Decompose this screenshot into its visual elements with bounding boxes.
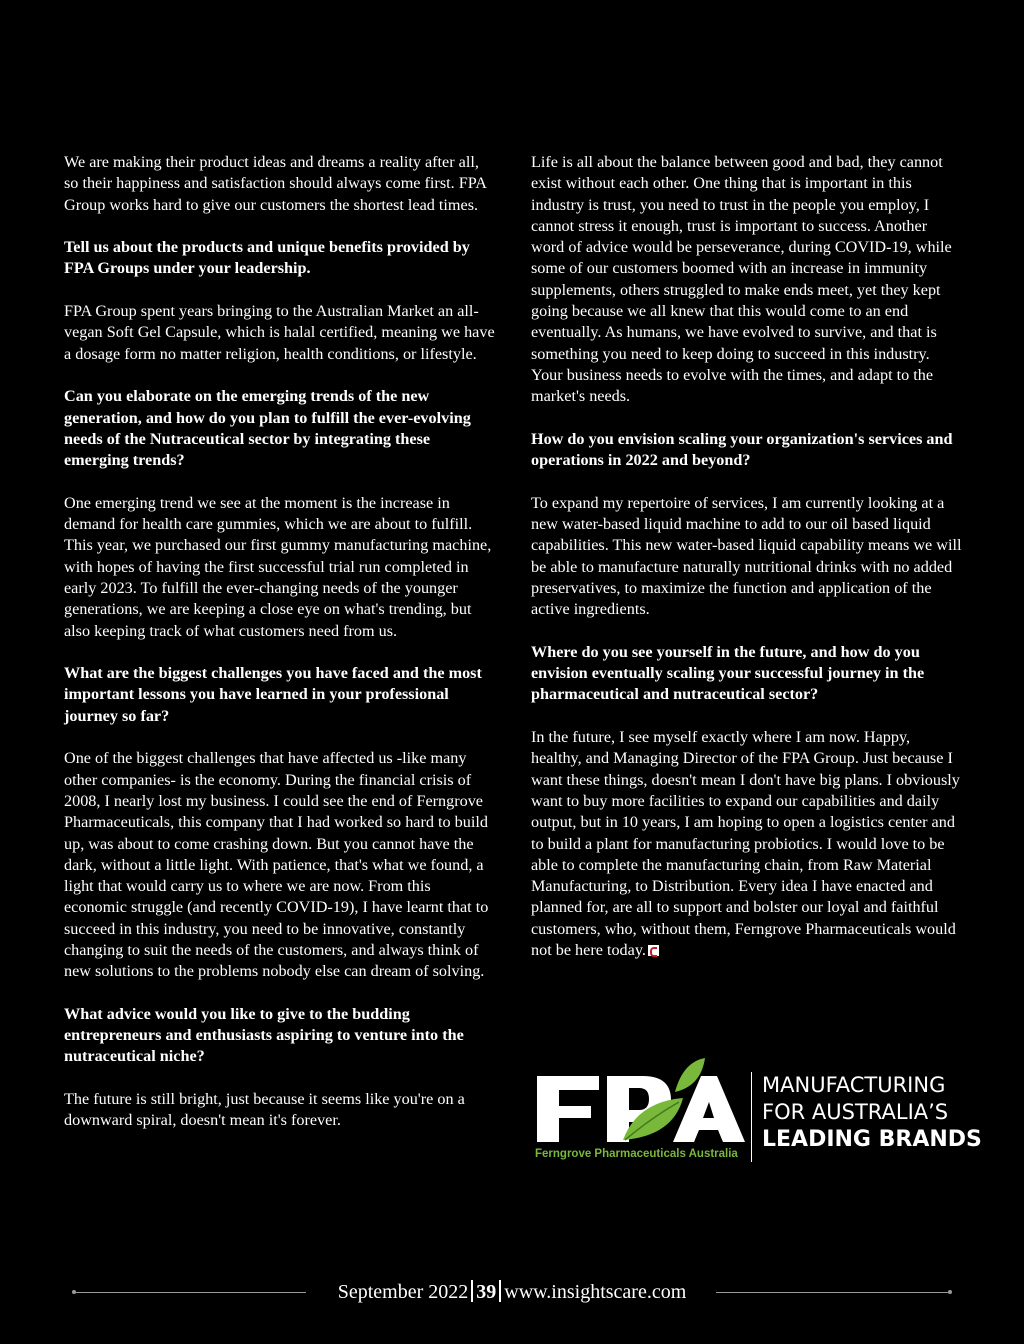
interview-question — [531, 642, 963, 706]
logo-divider — [751, 1072, 752, 1162]
paragraph-text: The future is still bright, just because it seems like you're on a downward spiral, doesn't mean it's forever. — [64, 1090, 465, 1130]
body-paragraph — [64, 152, 496, 216]
paragraph-text: In the future, I see myself exactly where I am now. Happy, healthy, and Managing Director of the FPA Group. Just because I want these things, doesn't mean I don't have big plans. I obviously want to buy more facilities to expand our capabilities and daily output, but in 10 years, I am hoping to open a logistics center and to build a plant for manufacturing probiotics. I would love to be able to complete the manufacturing chain, from Raw Material Manufacturing, to Distribution. Every idea I have enacted and planned for, are all to support and bolster our loyal and faithful customers, who, without them, Ferngrove Pharmaceuticals would not be here today. — [531, 728, 960, 959]
paragraph-text: Tell us about the products and unique benefits provided by FPA Groups under your leadership. — [64, 238, 470, 278]
body-paragraph — [531, 493, 963, 621]
tagline-line-3: LEADING BRANDS — [762, 1127, 982, 1152]
footer-text — [0, 1280, 1024, 1304]
letter-f-shape — [537, 1076, 599, 1142]
footer-separator — [471, 1280, 473, 1302]
paragraph-text: FPA Group spent years bringing to the Australian Market an all-vegan Soft Gel Capsule, which is halal certified, meaning we have a dosage form no matter religion, health conditions, or lifestyle. — [64, 302, 495, 363]
paragraph-text: How do you envision scaling your organization's services and operations in 2022 and beyond? — [531, 429, 953, 470]
paragraph-text: Life is all about the balance between good and bad, they cannot exist without each other. One thing that is important in this industry is trust, you need to trust in the people you employ, I cannot stress it enough, trust is important to success. Another word of advice would be perseverance, during COVID-19, while some of our customers boomed with an increase in immunity supplements, others struggled to make ends meet, yet they kept going because we all knew that this would come to an end eventually. As humans, we have evolved to survive, and that is something you need to keep doing to succeed in this industry. Your business needs to evolve with the times, and adapt to the market's needs. — [531, 153, 952, 406]
body-paragraph — [64, 748, 496, 982]
paragraph-text: One emerging trend we see at the moment is the increase in demand for health care gummies, which we are about to fulfill. This year, we purchased our first gummy manufacturing machine, with hopes of having the first successful trial run completed in early 2023. To fulfill the ever-changing needs of the younger generations, we are keeping a close eye on what's trending, but also keeping track of what customers need from us. — [64, 493, 492, 640]
article-end-icon — [648, 945, 659, 956]
body-paragraph — [64, 301, 496, 365]
tagline-line-1: MANUFACTURING — [762, 1073, 946, 1097]
body-paragraph — [64, 493, 496, 642]
page-footer — [0, 1280, 1024, 1306]
paragraph-text: One of the biggest challenges that have affected us -like many other companies- is the economy. During the financial crisis of 2008, I nearly lost my business. I could see the end of Ferngrove Pharmaceuticals, this company that I had worked so hard to build up, was about to come crashing down. But you cannot have the dark, without a little light. With patience, that's what we found, a light that would carry us to where we are now. From this economic struggle (and recently COVID-19), I have learnt that to succeed in this industry, you need to be innovative, constantly changing to suit the needs of the customers, and always think of new solutions to the problems nobody else can dream of solving. — [64, 749, 489, 981]
paragraph-text: What advice would you like to give to the budding entrepreneurs and enthusiasts aspiring to venture into the nutraceutical niche? — [64, 1004, 464, 1066]
footer-website[interactable]: www.insightscare.com — [504, 1281, 687, 1303]
paragraph-text: Can you elaborate on the emerging trends of the new generation, and how do you plan to fulfill the ever-evolving needs of the Nutraceutical sector by integrating these emerging trends? — [64, 387, 471, 470]
paragraph-text: Where do you see yourself in the future, and how do you envision eventually scaling your successful journey in the pharmaceutical and nutraceutical sector? — [531, 642, 925, 704]
footer-separator — [499, 1280, 501, 1302]
body-paragraph — [531, 727, 963, 961]
right-column — [531, 152, 963, 983]
left-column — [64, 152, 496, 1153]
paragraph-text: To expand my repertoire of services, I am currently looking at a new water-based liquid machine to add to our oil based liquid capabilities. This new water-based liquid capability means we will be able to manufacture naturally nutritional drinks with no added preservatives, to maximize the function and application of the active ingredients. — [531, 493, 962, 619]
company-name: Ferngrove Pharmaceuticals Australia — [535, 1148, 738, 1160]
interview-question — [64, 1004, 496, 1068]
body-paragraph — [531, 152, 963, 408]
body-paragraph — [64, 1089, 496, 1132]
page-number: 39 — [476, 1281, 497, 1303]
paragraph-text: What are the biggest challenges you have faced and the most important lessons you have learned in your professional journey so far? — [64, 664, 482, 725]
interview-question — [531, 429, 963, 472]
paragraph-text: We are making their product ideas and dreams a reality after all, so their happiness and satisfaction should always come first. FPA Group works hard to give our customers the shortest lead times. — [64, 153, 487, 214]
interview-question — [64, 386, 496, 471]
logo-tagline — [762, 1072, 982, 1153]
interview-question — [64, 663, 496, 727]
tagline-line-2: FOR AUSTRALIA’S — [762, 1100, 949, 1124]
fpa-logo — [533, 1058, 982, 1168]
footer-month: September 2022 — [337, 1281, 469, 1303]
interview-question — [64, 237, 496, 280]
